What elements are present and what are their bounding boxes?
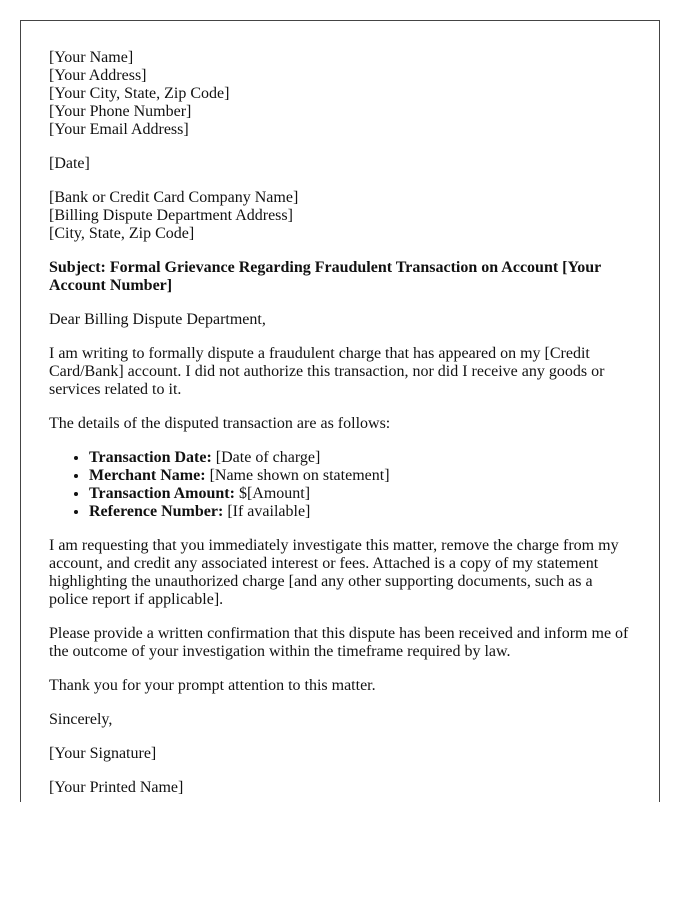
- sender-block: [49, 49, 631, 139]
- subject-line: Subject: Formal Grievance Regarding Fraudulent Transaction on Account [Your Account Number]: [49, 259, 601, 294]
- signature: [Your Signature]: [49, 745, 157, 762]
- salutation: Dear Billing Dispute Department,: [49, 311, 266, 328]
- detail-transaction-date: [89, 449, 631, 467]
- thanks-paragraph: Thank you for your prompt attention to this matter.: [49, 677, 376, 694]
- sender-name: [Your Name]: [49, 49, 134, 66]
- confirmation-paragraph: Please provide a written confirmation that this dispute has been received and inform me of the outcome of your investigation within the timeframe required by law.: [49, 625, 629, 660]
- detail-label: Merchant Name:: [89, 467, 206, 484]
- detail-label: Reference Number:: [89, 503, 224, 520]
- printed-name: [Your Printed Name]: [49, 779, 184, 796]
- recipient-city-state-zip: [City, State, Zip Code]: [49, 225, 195, 242]
- recipient-block: [49, 189, 631, 243]
- letter-date: [Date]: [49, 155, 90, 172]
- detail-transaction-amount: [89, 485, 631, 503]
- request-paragraph: I am requesting that you immediately investigate this matter, remove the charge from my account, and credit any associated interest or fees. Attached is a copy of my statement highlighting the unauthorized charge [and any other supporting documents, such as a police report if applicable].: [49, 537, 619, 608]
- sender-phone: [Your Phone Number]: [49, 103, 192, 120]
- detail-reference-number: [89, 503, 631, 521]
- transaction-details-list: [49, 449, 631, 521]
- detail-value: [Name shown on statement]: [205, 467, 390, 484]
- detail-merchant-name: [89, 467, 631, 485]
- details-lead-paragraph: The details of the disputed transaction are as follows:: [49, 415, 391, 432]
- detail-value: [If available]: [223, 503, 311, 520]
- letter-document: [20, 20, 660, 802]
- detail-value: [Date of charge]: [211, 449, 321, 466]
- valediction: Sincerely,: [49, 711, 113, 728]
- detail-value: $[Amount]: [234, 485, 311, 502]
- recipient-company: [Bank or Credit Card Company Name]: [49, 189, 299, 206]
- sender-address: [Your Address]: [49, 67, 147, 84]
- sender-email: [Your Email Address]: [49, 121, 189, 138]
- detail-label: Transaction Amount:: [89, 485, 235, 502]
- detail-label: Transaction Date:: [89, 449, 212, 466]
- sender-city-state-zip: [Your City, State, Zip Code]: [49, 85, 230, 102]
- intro-paragraph: I am writing to formally dispute a fraudulent charge that has appeared on my [Credit Card/Bank] account. I did not authorize this transaction, nor did I receive any goods or services related to it.: [49, 345, 605, 398]
- recipient-department-address: [Billing Dispute Department Address]: [49, 207, 293, 224]
